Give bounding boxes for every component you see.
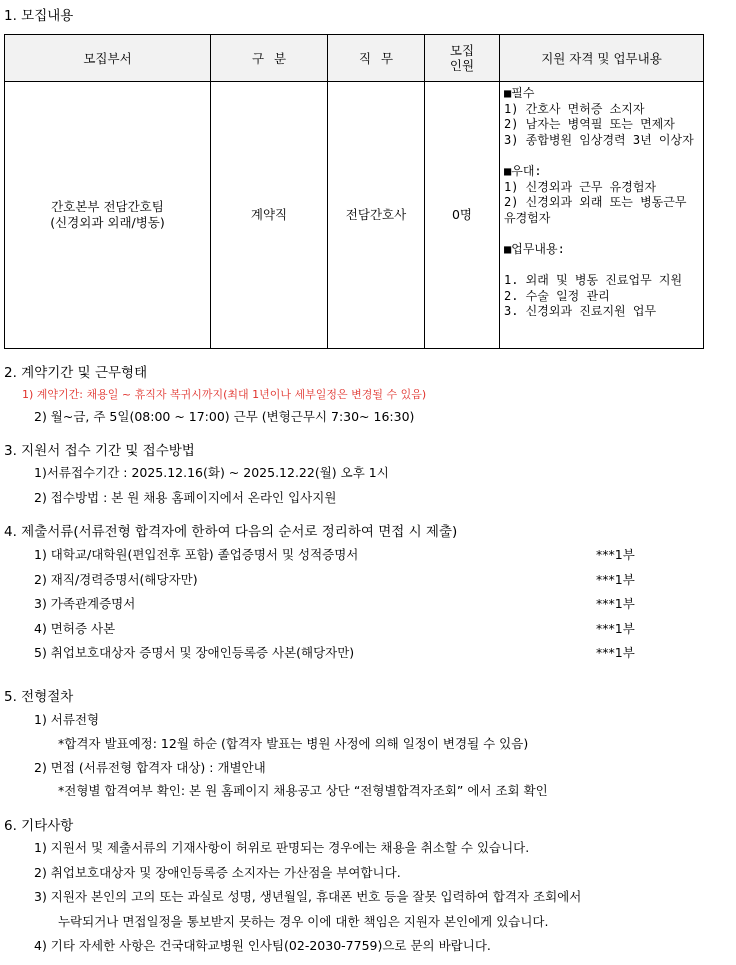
screening-step1: 1) 서류전형 <box>34 712 100 727</box>
requirements-spacer <box>504 258 700 274</box>
document-item-label: 3) 가족관계증명서 <box>34 596 136 611</box>
screening-step1-note: *합격자 발표예정: 12월 하순 (합격자 발표는 병원 사정에 의해 일정이 변경될 수 있음) <box>58 736 529 751</box>
section4-title: 4. 제출서류(서류전형 합격자에 한하여 다음의 순서로 정리하여 면접 시 제출) <box>4 524 458 540</box>
etc-item2: 2) 취업보호대상자 및 장애인등록증 소지자는 가산점을 부여합니다. <box>34 865 401 880</box>
requirement-line: 1) 간호사 면허증 소지자 <box>504 101 645 116</box>
document-item-qty: ***1부 <box>596 547 635 562</box>
requirement-line: 2. 수술 일정 관리 <box>504 288 610 303</box>
application-method: 2) 접수방법 : 본 원 채용 홈페이지에서 온라인 입사지원 <box>34 490 337 505</box>
requirement-line: ■필수 <box>504 86 535 100</box>
document-item-label: 1) 대학교/대학원(편입전후 포함) 졸업증명서 및 성적증명서 <box>34 547 359 562</box>
header-dept: 모집부서 <box>5 35 211 82</box>
header-requirements: 지원 자격 및 업무내용 <box>500 35 704 82</box>
document-item-qty: ***1부 <box>596 645 635 660</box>
recruit-table <box>4 34 704 349</box>
requirement-line: 3) 종합병원 임상경력 3년 이상자 <box>504 132 694 147</box>
document-item-qty: ***1부 <box>596 621 635 636</box>
header-type: 구 분 <box>211 35 328 82</box>
section6-title: 6. 기타사항 <box>4 818 74 834</box>
count-cell: 0명 <box>425 82 500 349</box>
dept-cell <box>5 82 211 349</box>
requirements-cell <box>500 82 704 349</box>
document-item-label: 4) 면허증 사본 <box>34 621 116 636</box>
screening-step2-note: *전형별 합격여부 확인: 본 원 홈페이지 채용공고 상단 “전형별합격자조회” 에서 조회 확인 <box>58 783 548 798</box>
requirement-line: 2) 신경외과 외래 또는 병동근무 유경험자 <box>504 195 687 225</box>
requirement-line: ■우대: <box>504 163 542 178</box>
table-header-row <box>5 35 704 82</box>
contract-period: 1) 계약기간: 채용일 ~ 휴직자 복귀시까지(최대 1년이나 세부일정은 변경될 수 있음) <box>22 388 427 401</box>
section3-title: 3. 지원서 접수 기간 및 접수방법 <box>4 443 195 459</box>
section2-title: 2. 계약기간 및 근무형태 <box>4 365 148 381</box>
screening-step2: 2) 면접 (서류전형 합격자 대상) : 개별안내 <box>34 760 266 775</box>
requirement-line: 1. 외래 및 병동 진료업무 지원 <box>504 273 683 288</box>
document-item-label: 5) 취업보호대상자 증명서 및 장애인등록증 사본(해당자만) <box>34 645 355 660</box>
requirement-line: 1) 신경외과 근무 유경험자 <box>504 179 657 194</box>
etc-item3-line2: 누락되거나 면접일정을 통보받지 못하는 경우 이에 대한 책임은 지원자 본인에게 있습니다. <box>58 914 549 929</box>
type-cell: 계약직 <box>211 82 328 349</box>
dept-line1: 간호본부 전담간호팀 <box>51 199 164 214</box>
section5-title: 5. 전형절차 <box>4 689 74 705</box>
header-job: 직 무 <box>328 35 425 82</box>
requirement-line: 2) 남자는 병역필 또는 면제자 <box>504 117 675 132</box>
section1-title: 1. 모집내용 <box>4 8 74 24</box>
requirements-spacer <box>504 148 700 164</box>
work-schedule: 2) 월~금, 주 5일(08:00 ~ 17:00) 근무 (변형근무시 7:30~ 16:30) <box>34 409 415 424</box>
requirements-spacer <box>504 226 700 242</box>
etc-item4: 4) 기타 자세한 사항은 건국대학교병원 인사팀(02-2030-7759)으로 문의 바랍니다. <box>34 938 491 953</box>
etc-item1: 1) 지원서 및 제출서류의 기재사항이 허위로 판명되는 경우에는 채용을 취소할 수 있습니다. <box>34 840 530 855</box>
etc-item3-line1: 3) 지원자 본인의 고의 또는 과실로 성명, 생년월일, 휴대폰 번호 등을 잘못 입력하여 합격자 조회에서 <box>34 889 582 904</box>
job-cell: 전담간호사 <box>328 82 425 349</box>
header-count: 모집 인원 <box>425 35 500 82</box>
requirement-line: 3. 신경외과 진료지원 업무 <box>504 304 657 319</box>
requirement-line: ■업무내용: <box>504 241 565 256</box>
document-item-qty: ***1부 <box>596 596 635 611</box>
document-item-label: 2) 재직/경력증명서(해당자만) <box>34 572 198 587</box>
table-row <box>5 82 704 349</box>
application-period: 1)서류접수기간 : 2025.12.16(화) ~ 2025.12.22(월) 오후 1시 <box>34 465 389 480</box>
dept-line2: (신경외과 외래/병동) <box>50 215 165 230</box>
document-item-qty: ***1부 <box>596 572 635 587</box>
